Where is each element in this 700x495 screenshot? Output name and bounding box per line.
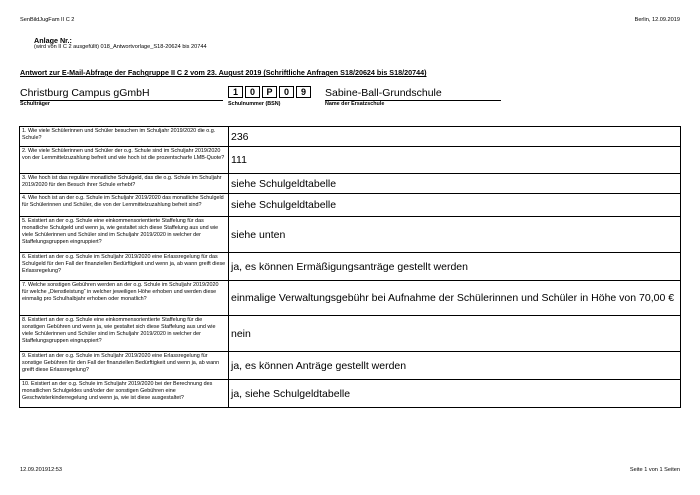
question-cell: 5. Existiert an der o.g. Schule eine einkommensorientierte Staffelung für das monatliche Schulgeld und wenn ja, wie gestaltet sich diese Staffelung aus und wie viele Schülerinnen und Schüler sind im Schuljahr 2019/2020 in welcher der Staffelungsgruppen eingruppiert?	[20, 217, 229, 253]
schulnummer-digit: P	[262, 86, 277, 98]
table-row	[20, 281, 681, 316]
table-row	[20, 217, 681, 253]
answer-cell: ja, es können Ermäßigungsanträge gestellt werden	[229, 253, 681, 281]
ersatzschule-label: Name der Ersatzschule	[325, 101, 385, 107]
question-cell: 3. Wie hoch ist das reguläre monatliche Schulgeld, das die o.g. Schule im Schuljahr 2019/2020 für den Besuch ihrer Schule erhebt?	[20, 174, 229, 194]
question-cell: 10. Existiert an der o.g. Schule im Schuljahr 2019/2020 bei der Berechnung des monatlichen Schulgeldes und/oder der sonstigen Gebühren eine Geschwisterkinderregelung und wenn ja, wie ist diese ausgestaltet?	[20, 380, 229, 408]
answer-cell: siehe Schulgeldtabelle	[229, 194, 681, 217]
question-cell: 4. Wie hoch ist an der o.g. Schule im Schuljahr 2019/2020 das monatliche Schulgeld für Schülerinnen und Schüler, die von der Lernmittelzuzahlung befreit sind?	[20, 194, 229, 217]
schulnummer-label: Schulnummer (BSN)	[228, 101, 281, 107]
header-place-date: Berlin, 12.09.2019	[634, 17, 680, 23]
table-row	[20, 127, 681, 147]
schulnummer-boxes	[228, 86, 313, 98]
question-cell: 7. Welche sonstigen Gebühren werden an der o.g. Schule im Schuljahr 2019/2020 für welche „Dienstleistung“ in welcher jeweiligen Höhe erhoben und werden diese einmalig pro Schulhalbjahr erhoben oder monatlich?	[20, 281, 229, 316]
schultraeger-name: Christburg Campus gGmbH	[20, 87, 150, 99]
answer-cell: siehe unten	[229, 217, 681, 253]
footer-page-number: Seite 1 von 1 Seiten	[629, 467, 680, 473]
document-title: Antwort zur E-Mail-Abfrage der Fachgruppe II C 2 vom 23. August 2019 (Schriftliche Anfragen S18/20624 bis S18/20744)	[20, 68, 427, 77]
table-row	[20, 147, 681, 174]
question-cell: 8. Existiert an der o.g. Schule eine einkommensorientierte Staffelung für die sonstigen Gebühren und wenn ja, wie gestaltet sich diese Staffelung aus und wie viele Schülerinnen und Schüler sind im Schuljahr 2019/2020 in welcher der Staffelungsgruppen eingruppiert?	[20, 316, 229, 352]
answer-cell: nein	[229, 316, 681, 352]
table-row	[20, 253, 681, 281]
schultraeger-label: Schulträger	[20, 101, 50, 107]
question-cell: 2. Wie viele Schülerinnen und Schüler der o.g. Schule sind im Schuljahr 2019/2020 von der Lernmittelzuzahlung befreit und wie hoch ist die prozentscharfe LMB-Quote?	[20, 147, 229, 174]
question-cell: 6. Existiert an der o.g. Schule im Schuljahr 2019/2020 eine Erlassregelung für das Schulgeld für den Fall der finanziellen Bedürftigkeit und wenn ja, ab wann greift diese Erlassregelung?	[20, 253, 229, 281]
footer-timestamp: 12.09.201912:53	[20, 467, 62, 473]
ersatzschule-name: Sabine-Ball-Grundschule	[325, 87, 442, 99]
question-cell: 9. Existiert an der o.g. Schule im Schuljahr 2019/2020 eine Erlassregelung für sonstige Gebühren für den Fall der finanziellen Bedürftigkeit und wenn ja, ab wann greift diese Erlassregelung?	[20, 352, 229, 380]
answer-cell: siehe Schulgeldtabelle	[229, 174, 681, 194]
answer-cell: ja, siehe Schulgeldtabelle	[229, 380, 681, 408]
schulnummer-digit: 1	[228, 86, 243, 98]
answer-cell: ja, es können Anträge gestellt werden	[229, 352, 681, 380]
table-row	[20, 316, 681, 352]
table-row	[20, 194, 681, 217]
table-row	[20, 352, 681, 380]
table-row	[20, 380, 681, 408]
table-row	[20, 174, 681, 194]
anlage-title: Anlage Nr.:	[34, 36, 72, 45]
schulnummer-digit: 9	[296, 86, 311, 98]
schulnummer-digit: 0	[245, 86, 260, 98]
questions-table	[19, 126, 681, 408]
anlage-subtitle: (wird von II C 2 ausgefüllt) 018_Antwortvorlage_S18-20624 bis 20744	[34, 44, 207, 50]
answer-cell: einmalige Verwaltungsgebühr bei Aufnahme der Schülerinnen und Schüler in Höhe von 70,00 €	[229, 281, 681, 316]
schulnummer-digit: 0	[279, 86, 294, 98]
answer-cell: 236	[229, 127, 681, 147]
header-department: SenBildJugFam II C 2	[20, 17, 75, 23]
schultraeger-underline	[20, 100, 223, 101]
answer-cell: 111	[229, 147, 681, 174]
question-cell: 1. Wie viele Schülerinnen und Schüler besuchen im Schuljahr 2019/2020 die o.g. Schule?	[20, 127, 229, 147]
